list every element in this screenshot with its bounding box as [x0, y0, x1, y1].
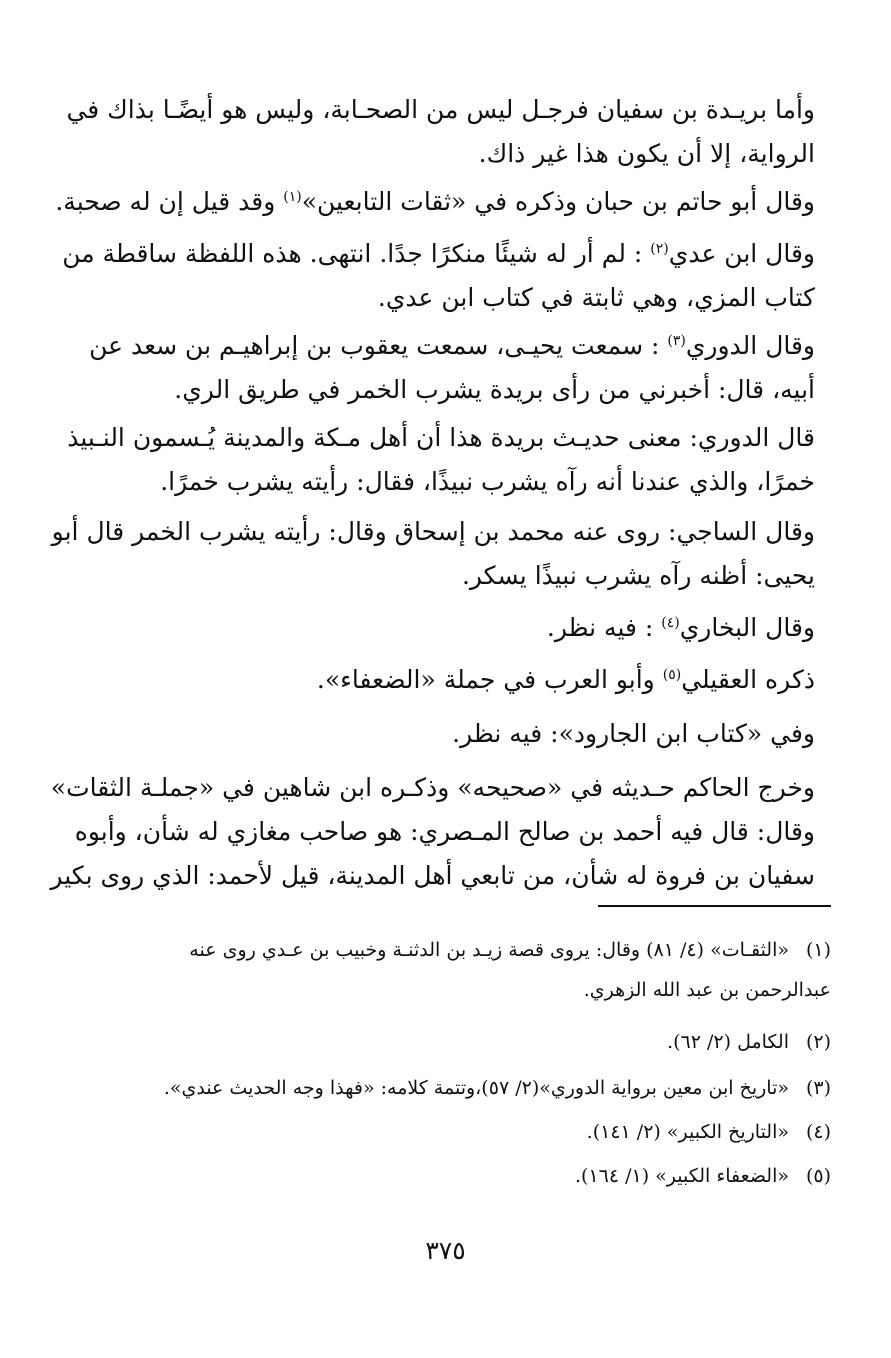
text-line: [115, 658, 815, 702]
footnote-ref-2: (٢): [650, 241, 669, 257]
paragraph-3: [62, 232, 815, 320]
paragraph-5: [67, 416, 815, 504]
paragraph-4: [89, 324, 815, 412]
footnote-ref-1: (١): [283, 189, 302, 205]
text-run: ذكره العقيلي: [681, 665, 815, 694]
footnote-number: (٥): [805, 1165, 831, 1187]
text-run: وقال الدوري: [685, 331, 815, 360]
text-line: قال الدوري: معنى حديـث بريدة هذا أن أهل مـكة والمدينة يُـسمون النـبيذ: [67, 423, 815, 452]
text-line: [89, 324, 815, 368]
text-run: وقال ابن عدي: [668, 239, 815, 268]
footnote-ref-3: (٣): [667, 333, 686, 349]
page-number: ٣٧٥: [425, 1236, 466, 1265]
paragraph-1: [66, 88, 815, 176]
text-line: وقال الساجي: روى عنه محمد بن إسحاق وقال: رأيته يشرب الخمر قال أبو: [51, 517, 815, 546]
text-run: وقال أبو حاتم بن حبان وذكره في «ثقات التابعين»: [301, 187, 815, 216]
footnote-ref-5: (٥): [662, 667, 682, 683]
footnote-line: [91, 1022, 831, 1062]
footnote-number: (١): [805, 939, 831, 961]
text-line: وفي «كتاب ابن الجارود»: فيه نظر.: [452, 719, 815, 748]
text-run: : سمعت يحيـى، سمعت يعقوب بن إبراهيـم بن سعد عن: [89, 331, 668, 360]
text-run: وقد قيل إن له صحبة.: [55, 187, 284, 216]
footnote-text: «الضعفاء الكبير» (١/ ١٦٤).: [574, 1165, 789, 1187]
footnote-5: [91, 1156, 831, 1196]
footnote-number: (٤): [805, 1121, 831, 1143]
text-line: [55, 180, 815, 224]
text-line: [115, 606, 815, 650]
text-run: وأبو العرب في جملة «الضعفاء».: [316, 665, 663, 694]
text-line: وقال: قال فيه أحمد بن صالح المـصري: هو صاحب مغازي له شأن، وأبوه: [74, 817, 815, 846]
footnote-text: «تاريخ ابن معين برواية الدوري»(٢/ ٥٧)،وتتمة كلامه: «فهذا وجه الحديث عندي».: [163, 1077, 789, 1099]
text-line: أبيه، قال: أخبرني من رأى بريدة يشرب الخمر في طريق الري.: [174, 375, 815, 404]
text-run: : فيه نظر.: [546, 613, 662, 642]
paragraph-10: [50, 766, 815, 898]
footnote-number: (٣): [805, 1077, 831, 1099]
footnote-ref-4: (٤): [661, 615, 680, 631]
text-line: [62, 232, 815, 276]
text-run: : لم أر له شيئًا منكرًا جدًا. انتهى. هذه اللفظة ساقطة من: [62, 239, 651, 268]
footnote-4: [91, 1112, 831, 1152]
paragraph-6: [51, 510, 815, 598]
footnote-1: [91, 930, 831, 1010]
footnote-text: «الثقـات» (٤/ ٨١) وقال: يروى قصة زيـد بن الدثنـة وخبيب بن عـدي روى عنه: [189, 939, 789, 961]
text-line: وخرج الحاكم حـديثه في «صحيحه» وذكـره ابن شاهين في «جملـة الثقات»: [50, 773, 815, 802]
text-line: كتاب المزي، وهي ثابتة في كتاب ابن عدي.: [377, 283, 815, 312]
paragraph-7: [115, 606, 815, 650]
footnote-3: [91, 1068, 831, 1108]
footnote-line: [91, 1156, 831, 1196]
paragraph-2: [55, 180, 815, 224]
footnote-divider: [598, 905, 831, 907]
footnote-line: [91, 930, 831, 970]
text-line: سفيان بن فروة له شأن، من تابعي أهل المدينة، قيل لأحمد: الذي روى بكير: [50, 861, 815, 890]
text-line: وأما بريـدة بن سفيان فرجـل ليس من الصحـابة، وليس هو أيضًـا بذاك في: [66, 95, 815, 124]
footnote-line: [91, 1112, 831, 1152]
footnote-text: «التاريخ الكبير» (٢/ ١٤١).: [586, 1121, 789, 1143]
paragraph-9: [115, 712, 815, 756]
footnote-line: [91, 1068, 831, 1108]
footnote-text: الكامل (٢/ ٦٢).: [667, 1031, 789, 1053]
footnote-number: (٢): [805, 1031, 831, 1053]
paragraph-8: [115, 658, 815, 702]
text-line: يحيى: أظنه رآه يشرب نبيذًا يسكر.: [461, 561, 815, 590]
footnote-line: عبدالرحمن بن عبد الله الزهري.: [583, 979, 831, 1001]
footnote-2: [91, 1022, 831, 1062]
text-line: خمرًا، والذي عندنا أنه رآه يشرب نبيذًا، فقال: رأيته يشرب خمرًا.: [160, 467, 815, 496]
text-line: الرواية، إلا أن يكون هذا غير ذاك.: [478, 139, 815, 168]
text-run: وقال البخاري: [679, 613, 815, 642]
